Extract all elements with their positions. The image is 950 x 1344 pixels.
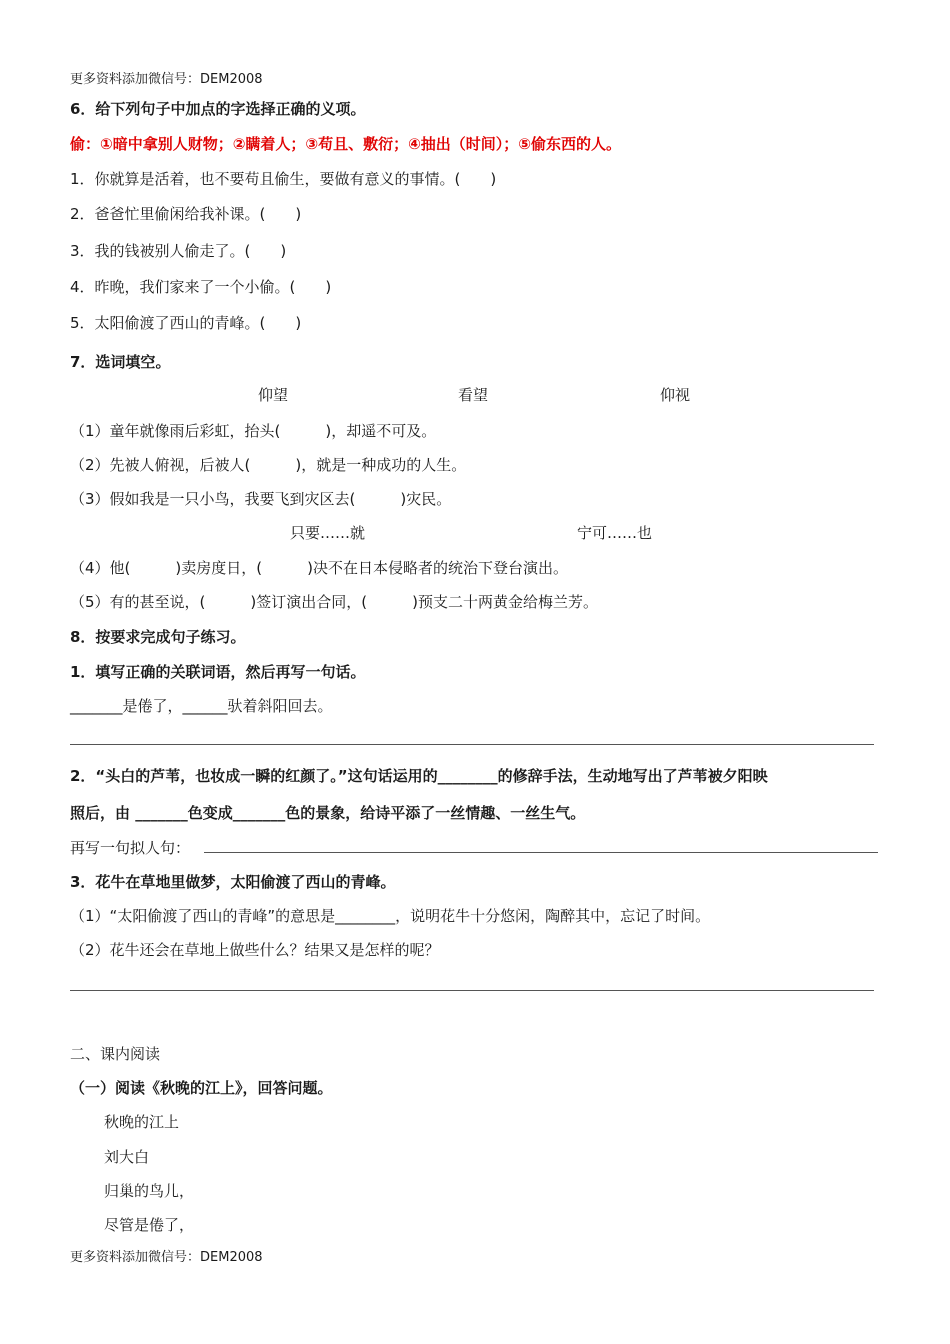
q7-word-option: 看望 bbox=[458, 386, 489, 404]
q7-title: 7．选词填空。 bbox=[70, 353, 171, 371]
q8-s1-line: _______是倦了，______驮着斜阳回去。 bbox=[70, 697, 333, 715]
q8-s1-title: 1．填写正确的关联词语，然后再写一句话。 bbox=[70, 663, 366, 681]
page-header: 更多资料添加微信号：DEM2008 bbox=[70, 72, 263, 87]
q7-item-5: （5）有的甚至说，( )签订演出合同，( )预支二十两黄金给梅兰芳。 bbox=[70, 593, 598, 611]
q7-item-3: （3）假如我是一只小鸟，我要飞到灾区去( )灾民。 bbox=[70, 490, 452, 508]
q6-item-5: 5．太阳偷渡了西山的青峰。( ) bbox=[70, 314, 302, 332]
q7-word-option: 仰视 bbox=[660, 386, 691, 404]
q6-item-4: 4．昨晚，我们家来了一个小偷。( ) bbox=[70, 278, 332, 296]
q7-word-option: 宁可……也 bbox=[577, 524, 653, 542]
answer-line[interactable] bbox=[70, 990, 874, 991]
answer-line[interactable] bbox=[204, 852, 878, 853]
q7-word-option: 仰望 bbox=[258, 386, 289, 404]
poem-title: 秋晚的江上 bbox=[104, 1113, 180, 1131]
q7-item-2: （2）先被人俯视，后被人( )，就是一种成功的人生。 bbox=[70, 456, 467, 474]
page-footer: 更多资料添加微信号：DEM2008 bbox=[70, 1250, 263, 1265]
section2-sub: （一）阅读《秋晚的江上》，回答问题。 bbox=[70, 1079, 333, 1097]
q7-word-option: 只要……就 bbox=[290, 524, 366, 542]
q7-item-1: （1）童年就像雨后彩虹，抬头( )，却遥不可及。 bbox=[70, 422, 437, 440]
q6-item-2: 2．爸爸忙里偷闲给我补课。( ) bbox=[70, 205, 302, 223]
q6-title: 6．给下列句子中加点的字选择正确的义项。 bbox=[70, 100, 366, 118]
q8-s3-q1: （1）“太阳偷渡了西山的青峰”的意思是________，说明花牛十分悠闲，陶醉其中，忘记了时间。 bbox=[70, 907, 711, 925]
poem-line: 归巢的鸟儿， bbox=[104, 1182, 195, 1200]
q8-s2-line2: 照后，由 _______色变成_______色的景象，给诗平添了一丝情趣、一丝生气。 bbox=[70, 804, 586, 822]
q6-meanings: 偷：①暗中拿别人财物；②瞒着人；③苟且、敷衍；④抽出（时间）；⑤偷东西的人。 bbox=[70, 135, 622, 153]
q8-s2-write-label: 再写一句拟人句： bbox=[70, 839, 191, 857]
section2-title: 二、课内阅读 bbox=[70, 1045, 161, 1063]
q8-s2-line1: 2．“头白的芦苇，也妆成一瞬的红颜了。”这句话运用的________的修辞手法，生动地写出了芦苇被夕阳映 bbox=[70, 767, 768, 785]
answer-line[interactable] bbox=[70, 744, 874, 745]
q7-item-4: （4）他( )卖房度日，( )决不在日本侵略者的统治下登台演出。 bbox=[70, 559, 568, 577]
q8-s3-q2: （2）花牛还会在草地上做些什么？结果又是怎样的呢？ bbox=[70, 941, 440, 959]
q8-s3-title: 3．花牛在草地里做梦，太阳偷渡了西山的青峰。 bbox=[70, 873, 396, 891]
q6-item-1: 1．你就算是活着，也不要苟且偷生，要做有意义的事情。( ) bbox=[70, 170, 497, 188]
poem-line: 尽管是倦了， bbox=[104, 1216, 195, 1234]
q6-item-3: 3．我的钱被别人偷走了。( ) bbox=[70, 242, 287, 260]
poem-author: 刘大白 bbox=[104, 1148, 150, 1166]
q8-title: 8．按要求完成句子练习。 bbox=[70, 628, 246, 646]
